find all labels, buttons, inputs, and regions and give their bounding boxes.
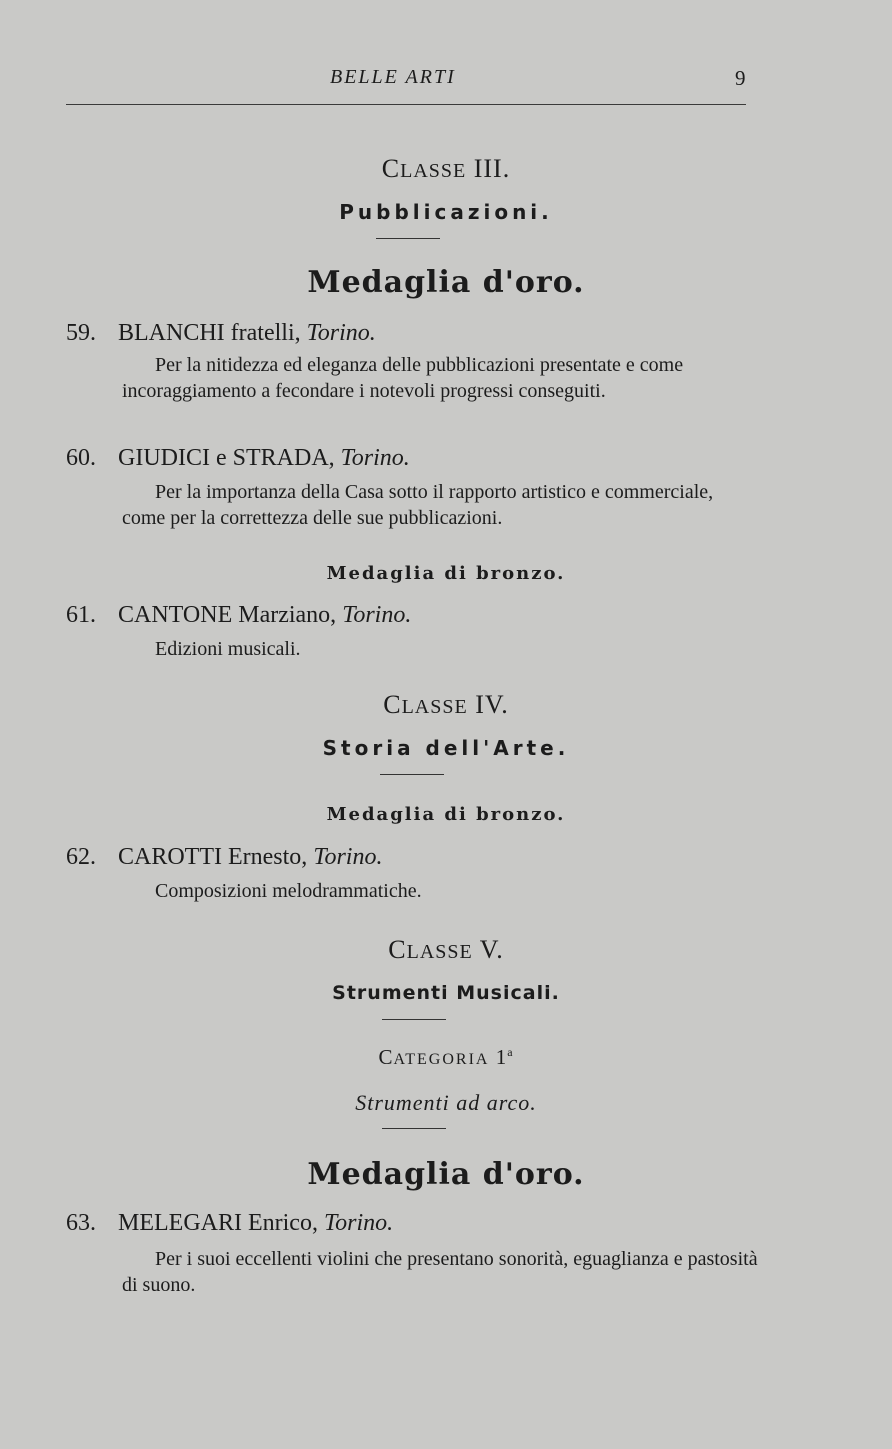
classe-initial: C bbox=[383, 690, 402, 719]
divider bbox=[376, 238, 440, 239]
entry-number: 59. bbox=[66, 320, 96, 346]
entry-name bbox=[118, 844, 382, 871]
medal-gold-heading: Medaglia d'oro. bbox=[307, 265, 585, 300]
classe-word: LASSE bbox=[406, 941, 473, 963]
entry-name bbox=[118, 320, 376, 347]
entry-description: Per la importanza della Casa sotto il rapporto artistico e commerciale, come per la correttezza delle sue pubblicazioni. bbox=[122, 481, 714, 529]
classe-word: LASSE bbox=[401, 696, 468, 718]
entry-description: Per la nitidezza ed eleganza delle pubblicazioni presentate e come incoraggiamento a fecondare i notevoli progressi conseguiti. bbox=[122, 354, 684, 402]
medal-bronze-heading: Medaglia di bronzo. bbox=[326, 563, 566, 584]
categoria-heading bbox=[0, 1045, 892, 1070]
classe-v-heading bbox=[0, 935, 892, 965]
entry-place: Torino. bbox=[313, 844, 383, 870]
entry-name-text: CAROTTI Ernesto, bbox=[118, 844, 308, 870]
classe-iii-heading bbox=[0, 154, 892, 184]
classe-iv-heading bbox=[0, 690, 892, 720]
entry-description: Per i suoi eccellenti violini che presentano sonorità, eguaglianza e pastosità di suono. bbox=[122, 1248, 758, 1296]
entry-number: 62. bbox=[66, 844, 96, 870]
page-number: 9 bbox=[735, 66, 746, 90]
classe-initial: C bbox=[388, 935, 407, 964]
categoria-number: 1 bbox=[495, 1045, 508, 1069]
entry-name-text: GIUDICI e STRADA, bbox=[118, 445, 335, 471]
entry-number: 60. bbox=[66, 445, 96, 471]
classe-numeral: III. bbox=[473, 154, 511, 183]
classe-numeral: V. bbox=[479, 935, 504, 964]
classe-iv-subtitle: Storia dell'Arte. bbox=[322, 736, 570, 760]
categoria-superscript: a bbox=[507, 1045, 514, 1059]
classe-iii-subtitle: Pubblicazioni. bbox=[339, 200, 553, 224]
categoria-subtitle: Strumenti ad arco. bbox=[355, 1090, 537, 1115]
entry-name-text: CANTONE Marziano, bbox=[118, 602, 337, 628]
header-rule bbox=[66, 104, 746, 105]
entry-description: Composizioni melodrammatiche. bbox=[155, 880, 422, 902]
entry-name bbox=[118, 445, 410, 472]
classe-numeral: IV. bbox=[475, 690, 509, 719]
divider bbox=[380, 774, 444, 775]
entry-number: 61. bbox=[66, 602, 96, 628]
entry-place: Torino. bbox=[323, 1210, 394, 1236]
classe-v-subtitle: Strumenti Musicali. bbox=[332, 982, 560, 1004]
classe-word: LASSE bbox=[400, 160, 467, 182]
medal-bronze-heading: Medaglia di bronzo. bbox=[326, 804, 566, 825]
entry-name-text: MELEGARI Enrico, bbox=[118, 1210, 318, 1236]
entry-name-text: BLANCHI fratelli, bbox=[118, 320, 301, 346]
medal-gold-heading: Medaglia d'oro. bbox=[307, 1157, 585, 1192]
running-title: BELLE ARTI bbox=[330, 66, 456, 88]
divider bbox=[382, 1128, 446, 1129]
entry-name bbox=[118, 1210, 393, 1237]
entry-description: Edizioni musicali. bbox=[155, 638, 301, 660]
categoria-word: ATEGORIA bbox=[393, 1051, 490, 1068]
entry-number: 63. bbox=[66, 1210, 96, 1236]
categoria-initial: C bbox=[378, 1045, 394, 1069]
entry-place: Torino. bbox=[306, 320, 376, 346]
divider bbox=[382, 1019, 446, 1020]
entry-place: Torino. bbox=[342, 602, 412, 628]
entry-place: Torino. bbox=[340, 445, 410, 471]
entry-name bbox=[118, 602, 411, 629]
classe-initial: C bbox=[381, 154, 401, 183]
